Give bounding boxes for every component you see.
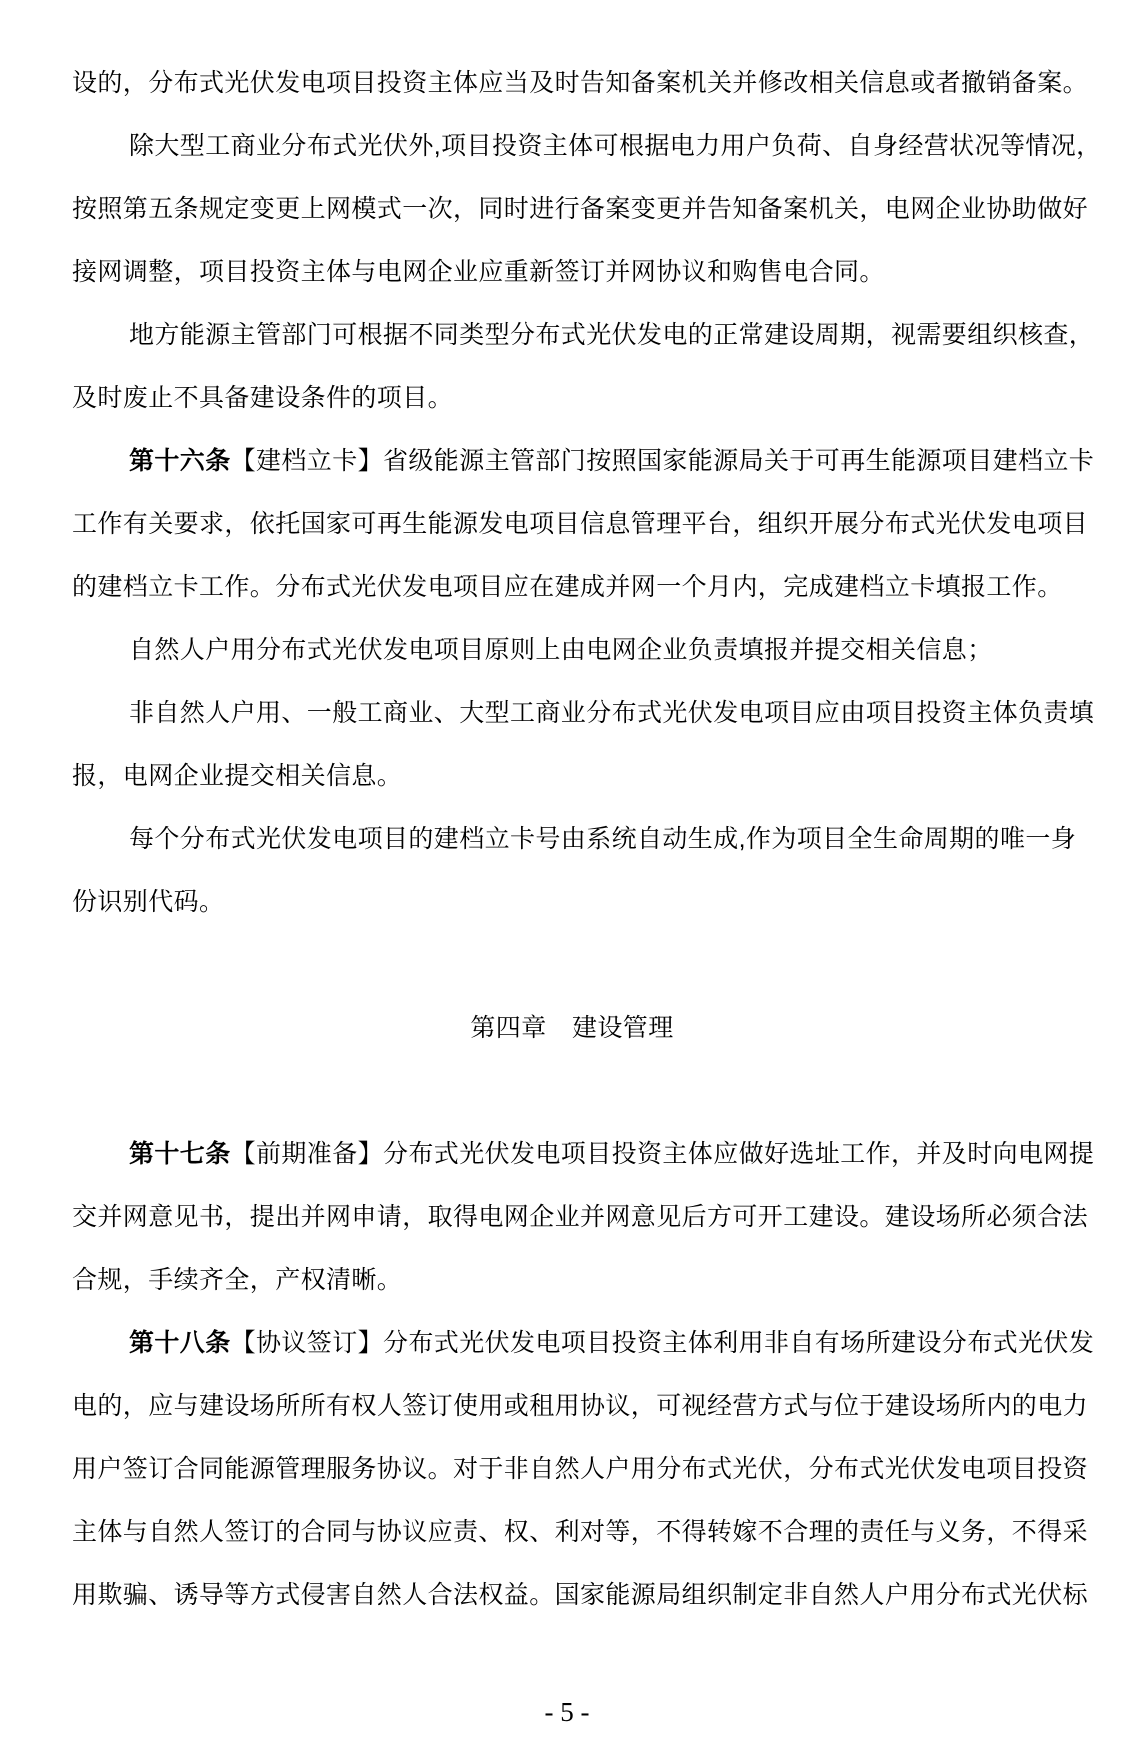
text-segment: 报，电网企业提交相关信息。 <box>72 762 403 790</box>
text-segment: 主体与自然人签订的合同与协议应责、权、利对等，不得转嫁不合理的责任与义务，不得采 <box>72 1518 1089 1546</box>
text-segment: 交并网意见书，提出并网申请，取得电网企业并网意见后方可开工建设。建设场所必须合法 <box>72 1203 1089 1231</box>
text-segment: 【前期准备】分布式光伏发电项目投资主体应做好选址工作，并及时向电网提 <box>230 1140 1095 1168</box>
article-number: 第十七条 <box>129 1140 231 1168</box>
text-line <box>72 1312 1095 1375</box>
text-line <box>72 1123 1095 1186</box>
text-line <box>72 367 1072 430</box>
text-segment: 除大型工商业分布式光伏外,项目投资主体可根据电力用户负荷、自身经营状况等情况， <box>129 132 1102 160</box>
text-line <box>72 871 1072 934</box>
text-segment: 自然人户用分布式光伏发电项目原则上由电网企业负责填报并提交相关信息； <box>129 636 993 664</box>
text-line <box>72 178 1089 241</box>
text-line <box>72 745 1072 808</box>
text-line <box>72 241 1072 304</box>
text-segment: 份识别代码。 <box>72 888 225 916</box>
text-segment: 接网调整，项目投资主体与电网企业应重新签订并网协议和购售电合同。 <box>72 258 885 286</box>
text-segment: 的建档立卡工作。分布式光伏发电项目应在建成并网一个月内，完成建档立卡填报工作。 <box>72 573 1063 601</box>
chapter-heading <box>72 997 1072 1060</box>
text-segment: 用欺骗、诱导等方式侵害自然人合法权益。国家能源局组织制定非自然人户用分布式光伏标 <box>72 1581 1089 1609</box>
blank-line <box>72 934 1072 997</box>
text-line <box>72 52 1089 115</box>
text-segment: 第四章 建设管理 <box>470 1014 674 1042</box>
article-number: 第十六条 <box>129 447 231 475</box>
text-line <box>72 1375 1089 1438</box>
text-segment: 【建档立卡】省级能源主管部门按照国家能源局关于可再生能源项目建档立卡 <box>230 447 1095 475</box>
blank-line <box>72 1060 1072 1123</box>
text-line <box>72 1186 1089 1249</box>
text-segment: 地方能源主管部门可根据不同类型分布式光伏发电的正常建设周期，视需要组织核查， <box>129 321 1095 349</box>
text-segment: 及时废止不具备建设条件的项目。 <box>72 384 454 412</box>
text-line <box>72 682 1095 745</box>
text-line <box>72 1249 1072 1312</box>
document-body <box>72 52 1102 1627</box>
text-line <box>72 430 1095 493</box>
text-line <box>72 304 1095 367</box>
text-line <box>72 1564 1089 1627</box>
text-segment: 电的，应与建设场所所有权人签订使用或租用协议，可视经营方式与位于建设场所内的电力 <box>72 1392 1089 1420</box>
text-line <box>72 808 1077 871</box>
text-segment: 每个分布式光伏发电项目的建档立卡号由系统自动生成,作为项目全生命周期的唯一身 <box>129 825 1077 853</box>
text-line <box>72 1501 1089 1564</box>
text-line <box>72 1438 1089 1501</box>
text-line <box>72 115 1102 178</box>
text-line <box>72 556 1072 619</box>
text-segment: 工作有关要求，依托国家可再生能源发电项目信息管理平台，组织开展分布式光伏发电项目 <box>72 510 1089 538</box>
page-number: - 5 - <box>544 1697 590 1727</box>
text-segment: 用户签订合同能源管理服务协议。对于非自然人户用分布式光伏，分布式光伏发电项目投资 <box>72 1455 1089 1483</box>
text-segment: 合规，手续齐全，产权清晰。 <box>72 1266 403 1294</box>
text-line <box>72 619 1072 682</box>
text-line <box>72 493 1089 556</box>
text-segment: 按照第五条规定变更上网模式一次，同时进行备案变更并告知备案机关，电网企业协助做好 <box>72 195 1089 223</box>
article-number: 第十八条 <box>129 1329 231 1357</box>
text-segment: 非自然人户用、一般工商业、大型工商业分布式光伏发电项目应由项目投资主体负责填 <box>129 699 1095 727</box>
text-segment: 【协议签订】分布式光伏发电项目投资主体利用非自有场所建设分布式光伏发 <box>230 1329 1095 1357</box>
text-segment: 设的，分布式光伏发电项目投资主体应当及时告知备案机关并修改相关信息或者撤销备案。 <box>72 69 1089 97</box>
